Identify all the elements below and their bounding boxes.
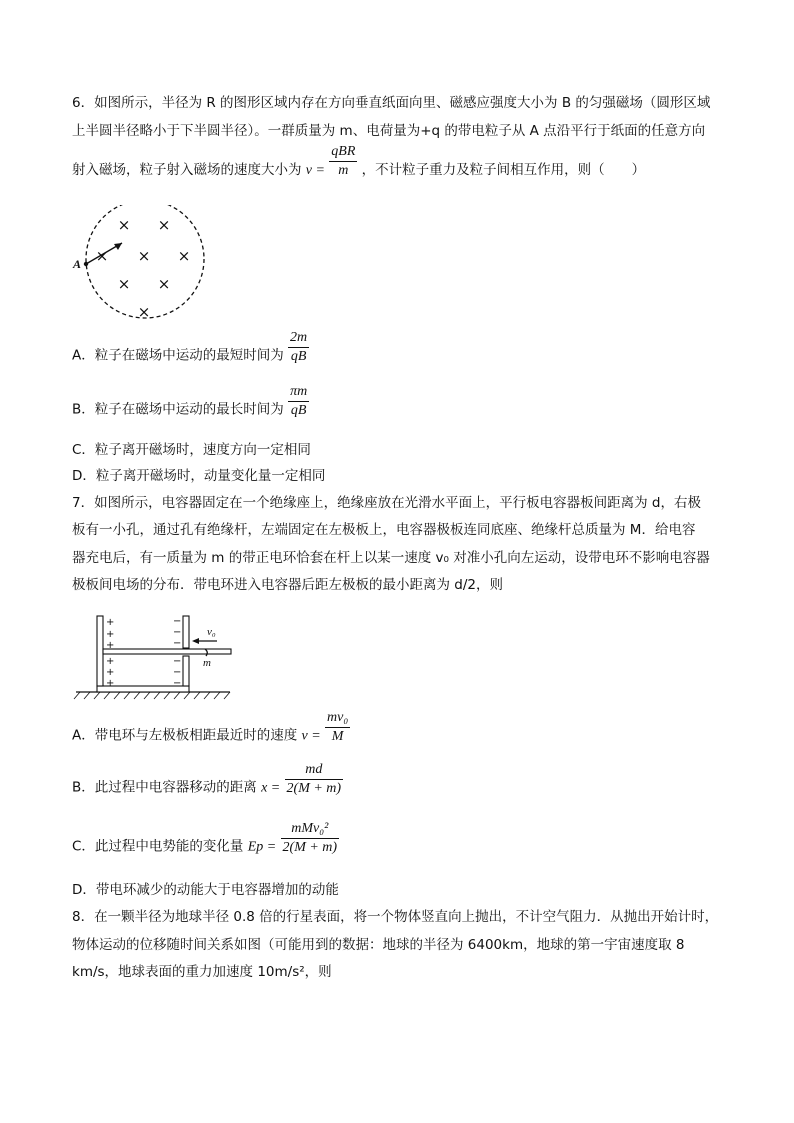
plus-sign: + bbox=[106, 629, 115, 640]
q7-option-c-lhs: Ep = bbox=[247, 839, 277, 855]
q7-option-a bbox=[72, 710, 350, 747]
field-cross: × bbox=[137, 247, 151, 265]
q7-option-c bbox=[72, 821, 339, 858]
field-crosses bbox=[96, 216, 191, 320]
left-plate bbox=[97, 616, 103, 686]
field-cross: × bbox=[177, 247, 191, 265]
plus-sign: + bbox=[106, 678, 115, 689]
v0-label: v₀ bbox=[207, 626, 216, 638]
q6-line-3-suffix: ，不计粒子重力及粒子间相互作用，则（ ） bbox=[361, 162, 646, 178]
q7-option-b-numerator: md bbox=[285, 761, 344, 780]
q6-speed-numerator: qBR bbox=[329, 143, 357, 162]
q6-option-a-denominator: qB bbox=[290, 349, 307, 364]
plus-sign: + bbox=[106, 617, 115, 628]
q7-option-b-fraction bbox=[285, 761, 344, 798]
q6-option-a-fraction bbox=[288, 329, 309, 366]
plus-sign: + bbox=[106, 667, 115, 678]
q6-speed-denominator: m bbox=[338, 162, 349, 178]
minus-sign: − bbox=[173, 667, 182, 678]
q8-line-3: km/s，地球表面的重力加速度 10m/s²，则 bbox=[72, 964, 332, 980]
q6-option-a bbox=[72, 330, 309, 366]
q7-option-a-lhs: v = bbox=[301, 728, 321, 744]
q7-option-a-text: A．带电环与左极板相距最近时的速度 bbox=[72, 727, 298, 744]
q6-option-d: D．粒子离开磁场时，动量变化量一定相同 bbox=[72, 468, 326, 484]
q7-option-b bbox=[72, 762, 343, 799]
q8-line-2: 物体运动的位移随时间关系如图（可能用到的数据：地球的半径为 6400km，地球的第一宇宙速度取 8 bbox=[72, 937, 685, 953]
q6-option-a-text: A．粒子在磁场中运动的最短时间为 bbox=[72, 347, 284, 364]
q7-option-c-text: C．此过程中电势能的变化量 bbox=[72, 838, 244, 855]
q6-option-b-fraction bbox=[288, 383, 309, 420]
right-plate-upper bbox=[183, 616, 189, 648]
plus-sign: + bbox=[106, 656, 115, 667]
q7-option-b-text: B．此过程中电容器移动的距离 bbox=[72, 779, 257, 796]
q6-option-a-numerator: 2m bbox=[288, 329, 309, 348]
q7-option-a-denominator: M bbox=[331, 729, 344, 744]
q7-line-4: 极板间电场的分布．带电环进入电容器后距左极板的最小距离为 d/2，则 bbox=[72, 577, 503, 593]
q7-line-3: 器充电后，有一质量为 m 的带正电环恰套在杆上以某一速度 v₀ 对准小孔向左运动，设带电环不影响电容器 bbox=[72, 550, 710, 566]
ring-velocity-arrowhead bbox=[192, 638, 199, 644]
q7-line-1: 7．如图所示，电容器固定在一个绝缘座上，绝缘座放在光滑水平面上，平行板电容器板间距离为 d，右极 bbox=[72, 495, 701, 511]
field-cross: × bbox=[117, 275, 131, 293]
field-cross: × bbox=[157, 275, 171, 293]
q6-option-b-denominator: qB bbox=[290, 403, 307, 418]
point-a-label: A bbox=[73, 257, 82, 271]
q8-line-1: 8．在一颗半径为地球半径 0.8 倍的行星表面，将一个物体竖直向上抛出，不计空气阻力．从抛出开始计时， bbox=[72, 909, 719, 925]
insulating-rod bbox=[103, 649, 231, 654]
right-plate-lower bbox=[183, 656, 189, 686]
q7-option-a-fraction bbox=[325, 709, 350, 746]
q6-option-c: C．粒子离开磁场时，速度方向一定相同 bbox=[72, 442, 311, 458]
field-cross: × bbox=[95, 247, 109, 265]
field-cross: × bbox=[157, 216, 171, 234]
minus-sign: − bbox=[173, 627, 182, 638]
q7-option-c-denominator: 2(M + m) bbox=[282, 840, 338, 855]
minus-sign: − bbox=[173, 678, 182, 689]
field-cross: × bbox=[137, 303, 151, 320]
q6-option-b-text: B．粒子在磁场中运动的最长时间为 bbox=[72, 401, 284, 418]
q6-magnetic-field-figure bbox=[72, 205, 212, 320]
minus-sign: − bbox=[173, 616, 182, 627]
ground-hatch bbox=[74, 692, 230, 699]
q6-line-1: 6．如图所示，半径为 R 的图形区域内存在方向垂直纸面向里、磁感应强度大小为 B 的匀强磁场（圆形区域 bbox=[72, 95, 711, 111]
q7-capacitor-figure bbox=[72, 608, 242, 703]
q7-option-b-lhs: x = bbox=[261, 780, 281, 796]
q7-line-2: 板有一小孔，通过孔有绝缘杆，左端固定在左极板上，电容器极板连同底座、绝缘杆总质量为 M．给电容 bbox=[72, 522, 696, 538]
minus-sign: − bbox=[173, 638, 182, 649]
q7-option-c-numerator: mMv₀² bbox=[281, 820, 340, 839]
q7-option-d: D．带电环减少的动能大于电容器增加的动能 bbox=[72, 882, 339, 898]
q7-option-c-fraction bbox=[281, 820, 340, 857]
q6-line-3 bbox=[72, 143, 646, 181]
mass-label: m bbox=[203, 657, 211, 669]
q6-option-b-numerator: πm bbox=[288, 383, 309, 402]
minus-sign: − bbox=[173, 656, 182, 667]
plus-sign: + bbox=[106, 640, 115, 651]
q6-line-2: 上半圆半径略小于下半圆半径）。一群质量为 m、电荷量为+q 的带电粒子从 A 点沿平行于纸面的任意方向 bbox=[72, 123, 706, 139]
q6-line-3-prefix: 射入磁场，粒子射入磁场的速度大小为 bbox=[72, 162, 302, 178]
field-cross: × bbox=[117, 216, 131, 234]
q6-speed-lhs: v = bbox=[305, 163, 325, 178]
q7-option-a-numerator: mv₀ bbox=[325, 709, 350, 728]
q7-option-b-denominator: 2(M + m) bbox=[286, 781, 342, 796]
q6-speed-fraction bbox=[329, 143, 357, 180]
